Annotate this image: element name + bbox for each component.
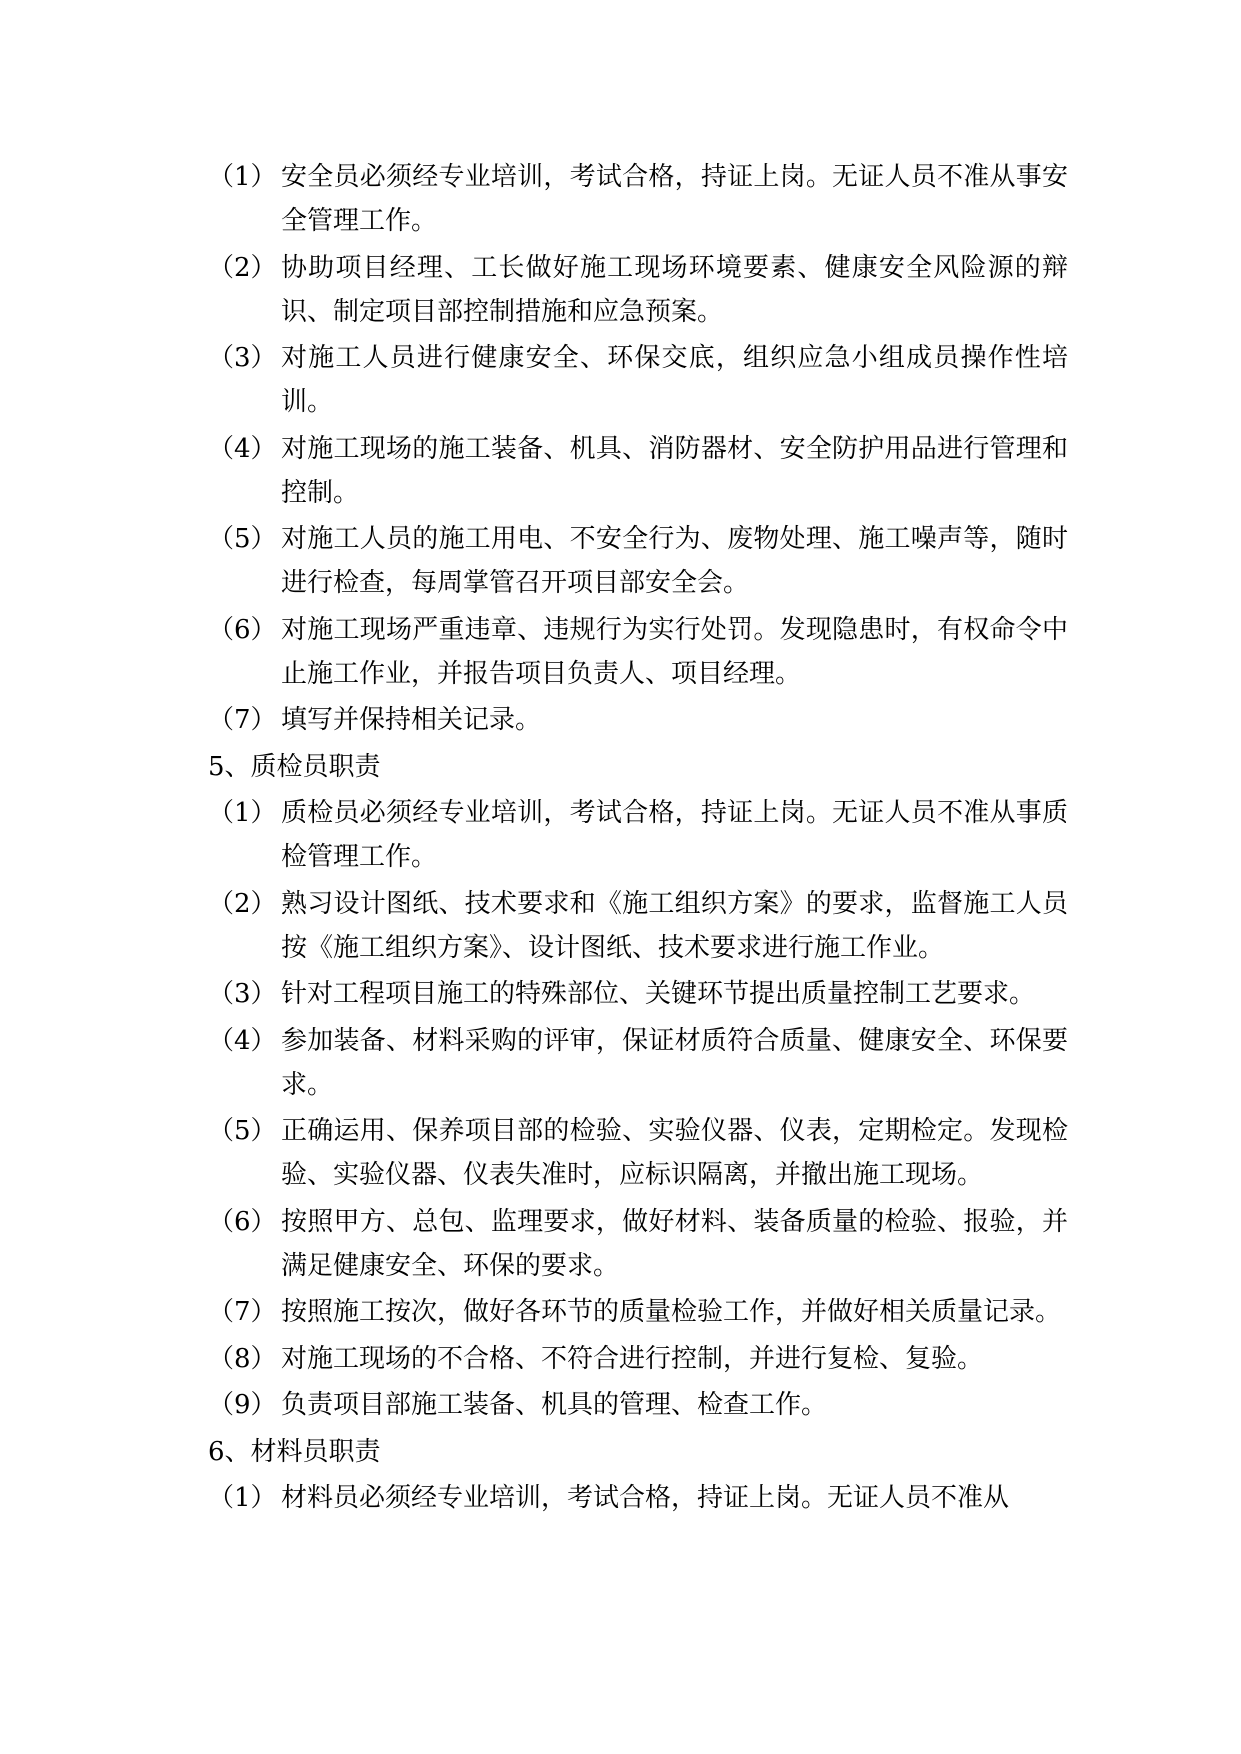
list-item xyxy=(208,608,1068,696)
list-item xyxy=(208,246,1068,334)
list-item xyxy=(208,1109,1068,1197)
item-number: （6） xyxy=(208,1206,277,1237)
list-item xyxy=(208,427,1068,515)
list-item xyxy=(208,1019,1068,1107)
item-number: （1） xyxy=(208,798,277,828)
item-text: 按照甲方、总包、监理要求，做好材料、装备质量的检验、报验，并满足健康安全、环保的要求。 xyxy=(281,1206,1068,1281)
list-item xyxy=(208,1290,1068,1334)
item-text: 正确运用、保养项目部的检验、实验仪器、仪表，定期检定。发现检验、实验仪器、仪表失准时，应标识隔离，并撤出施工现场。 xyxy=(281,1116,1068,1190)
section-heading: 6、材料员职责 xyxy=(208,1436,381,1467)
item-text: 材料员必须经专业培训，考试合格，持证上岗。无证人员不准从 xyxy=(281,1483,1010,1513)
document-body xyxy=(208,155,1068,1523)
item-text: 对施工人员的施工用电、不安全行为、废物处理、施工噪声等，随时进行检查，每周掌管召开项目部安全会。 xyxy=(281,524,1068,598)
item-text: 针对工程项目施工的特殊部位、关键环节提出质量控制工艺要求。 xyxy=(281,979,1036,1009)
item-number: （4） xyxy=(208,433,277,464)
list-item xyxy=(208,1337,1068,1381)
item-text: 对施工现场严重违章、违规行为实行处罚。发现隐患时，有权命令中止施工作业，并报告项目负责人、项目经理。 xyxy=(281,614,1068,689)
item-number: （7） xyxy=(208,1297,277,1327)
item-text: 填写并保持相关记录。 xyxy=(281,705,542,735)
list-item xyxy=(208,1383,1068,1427)
item-text: 对施工现场的不合格、不符合进行控制，并进行复检、复验。 xyxy=(281,1343,984,1374)
item-text: 对施工现场的施工装备、机具、消防器材、安全防护用品进行管理和控制。 xyxy=(281,433,1068,508)
item-number: （5） xyxy=(208,1116,277,1146)
item-number: （9） xyxy=(208,1390,277,1420)
item-number: （3） xyxy=(208,343,277,373)
item-text: 安全员必须经专业培训，考试合格，持证上岗。无证人员不准从事安全管理工作。 xyxy=(281,162,1068,236)
item-number: （1） xyxy=(208,162,277,192)
list-item xyxy=(208,1476,1068,1520)
item-text: 协助项目经理、工长做好施工现场环境要素、健康安全风险源的辩识、制定项目部控制措施和应急预案。 xyxy=(281,252,1068,327)
section-heading: 5、质检员职责 xyxy=(208,751,381,782)
item-text: 熟习设计图纸、技术要求和《施工组织方案》的要求，监督施工人员按《施工组织方案》、设计图纸、技术要求进行施工作业。 xyxy=(281,888,1068,963)
item-text: 质检员必须经专业培训，考试合格，持证上岗。无证人员不准从事质检管理工作。 xyxy=(281,798,1068,872)
item-text: 对施工人员进行健康安全、环保交底，组织应急小组成员操作性培训。 xyxy=(281,343,1068,417)
item-number: （2） xyxy=(208,252,277,283)
list-item xyxy=(208,972,1068,1016)
list-item xyxy=(208,155,1068,243)
item-text: 按照施工按次，做好各环节的质量检验工作，并做好相关质量记录。 xyxy=(281,1297,1062,1327)
item-text: 负责项目部施工装备、机具的管理、检查工作。 xyxy=(281,1390,828,1420)
list-item xyxy=(208,336,1068,424)
item-number: （8） xyxy=(208,1343,277,1374)
list-item xyxy=(208,882,1068,970)
list-item xyxy=(208,517,1068,605)
item-number: （5） xyxy=(208,524,277,554)
item-number: （2） xyxy=(208,888,277,919)
item-number: （3） xyxy=(208,979,277,1009)
list-item xyxy=(208,791,1068,879)
item-number: （1） xyxy=(208,1483,277,1513)
list-item xyxy=(208,698,1068,742)
item-number: （7） xyxy=(208,705,277,735)
item-text: 参加装备、材料采购的评审，保证材质符合质量、健康安全、环保要求。 xyxy=(281,1025,1068,1100)
item-number: （6） xyxy=(208,614,277,645)
item-number: （4） xyxy=(208,1025,277,1056)
list-item xyxy=(208,1200,1068,1288)
